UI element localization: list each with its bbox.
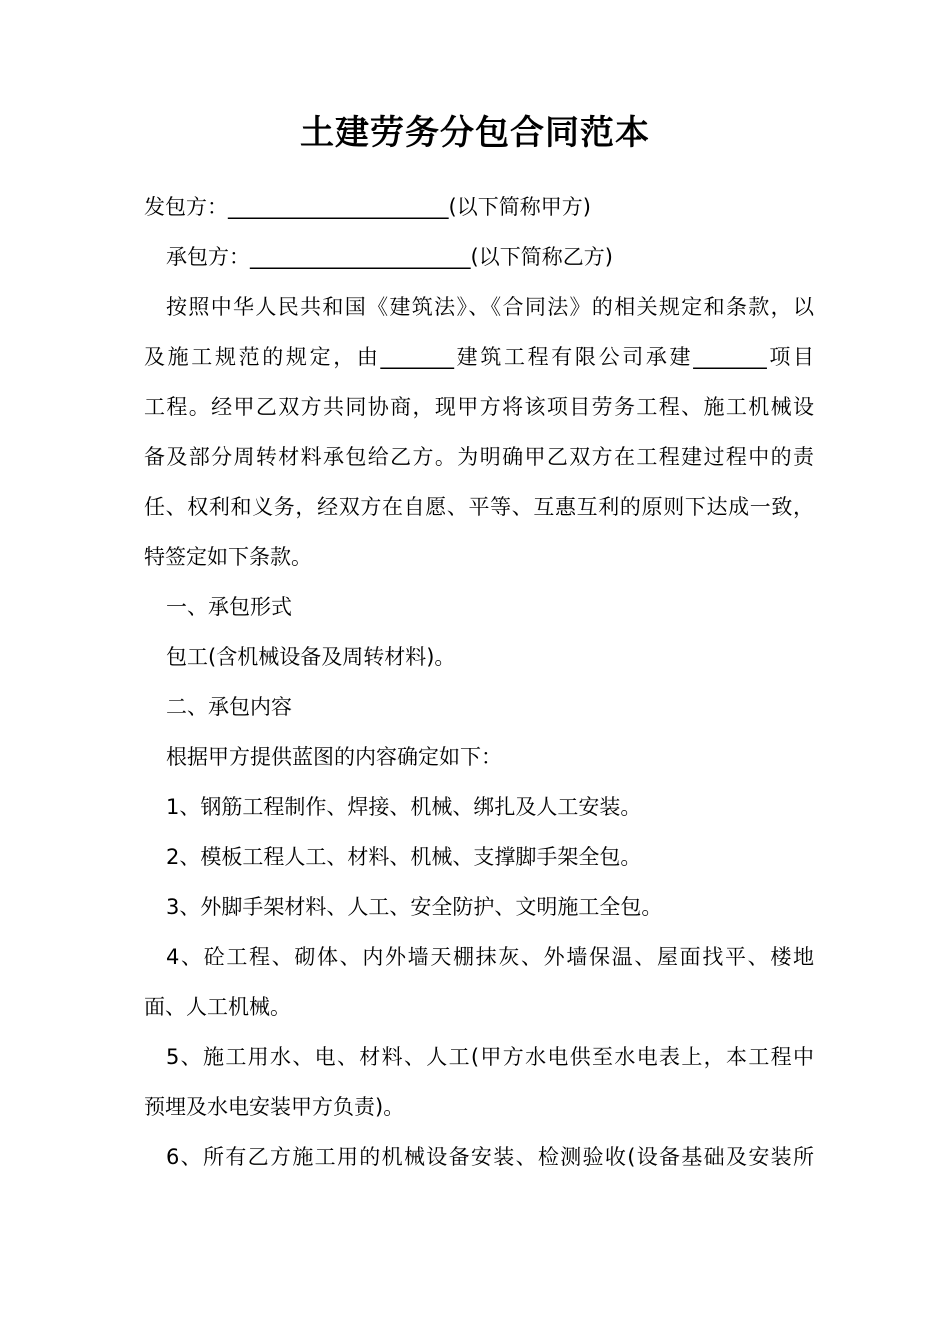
paragraph-line: 按照中华人民共和国《建筑法》、《合同法》的相关规定和条款，以 (166, 295, 814, 319)
list-item-continuation: 面、人工机械。 (144, 995, 291, 1019)
paragraph-line: 及施工规范的规定，由_______建筑工程有限公司承建_______项目 (144, 345, 814, 369)
paragraph-line: 任、权利和义务，经双方在自愿、平等、互惠互利的原则下达成一致， (144, 495, 814, 519)
section-heading: 二、承包内容 (166, 695, 292, 719)
list-item: 1、钢筋工程制作、焊接、机械、绑扎及人工安装。 (166, 795, 642, 819)
document-title: 土建劳务分包合同范本 (300, 113, 650, 153)
paragraph-line: 包工(含机械设备及周转材料)。 (166, 645, 456, 669)
party-a-line: 发包方：_____________________(以下简称甲方) (144, 195, 591, 219)
list-item: 6、所有乙方施工用的机械设备安装、检测验收(设备基础及安装所 (166, 1145, 814, 1169)
paragraph-line: 特签定如下条款。 (144, 545, 312, 569)
list-item: 4、砼工程、砌体、内外墙天棚抹灰、外墙保温、屋面找平、楼地 (166, 945, 814, 969)
list-item: 3、外脚手架材料、人工、安全防护、文明施工全包。 (166, 895, 663, 919)
party-b-line: 承包方：_____________________(以下简称乙方) (166, 245, 613, 269)
list-item-continuation: 预埋及水电安装甲方负责)。 (144, 1095, 405, 1119)
section-heading: 一、承包形式 (166, 595, 292, 619)
list-item: 2、模板工程人工、材料、机械、支撑脚手架全包。 (166, 845, 642, 869)
list-item: 5、施工用水、电、材料、人工(甲方水电供至水电表上，本工程中 (166, 1045, 814, 1069)
paragraph-line: 备及部分周转材料承包给乙方。为明确甲乙双方在工程建过程中的责 (144, 445, 814, 469)
paragraph-line: 工程。经甲乙双方共同协商，现甲方将该项目劳务工程、施工机械设 (144, 395, 814, 419)
paragraph-line: 根据甲方提供蓝图的内容确定如下： (166, 745, 502, 769)
